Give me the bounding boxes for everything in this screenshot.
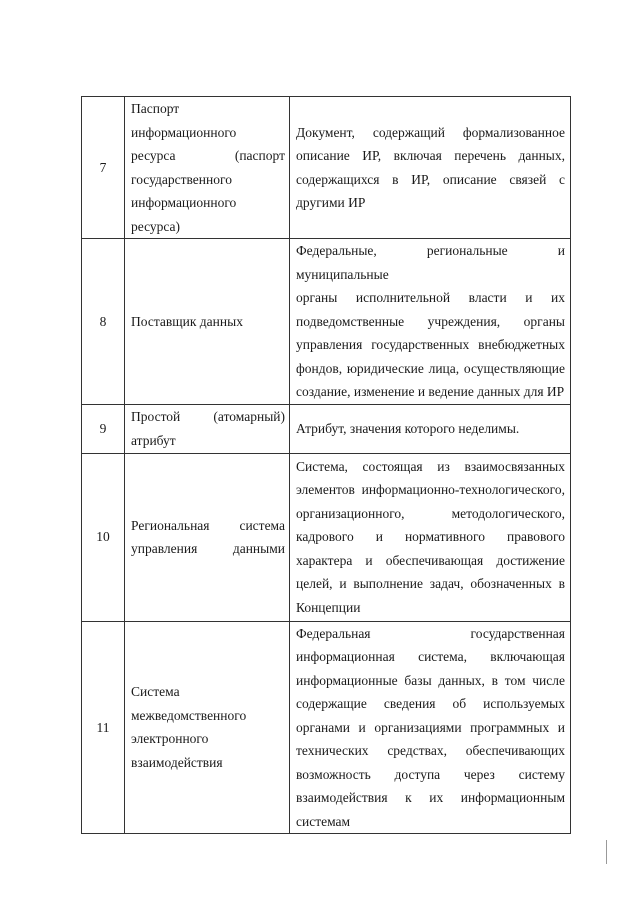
term-line: Система — [131, 684, 180, 700]
definition-line: Документ, содержащий формализованное — [296, 124, 565, 140]
term-cell — [125, 239, 290, 405]
definition-cell — [290, 97, 571, 239]
term-line: управления данными — [131, 541, 285, 556]
definition-cell — [290, 239, 571, 405]
definition-line: фондов, юридические лица, осуществляющие — [296, 360, 565, 376]
definition-cell — [290, 453, 571, 621]
term-line: Региональная система — [131, 517, 285, 533]
definition-line: управления государственных внебюджетных — [296, 337, 565, 352]
definition-line: Атрибут, значения которого неделимы. — [296, 420, 520, 436]
definition-line: организационного, методологического, — [296, 505, 565, 521]
definition-line: элементов информационно-технологического, — [296, 482, 565, 498]
glossary-table-body — [82, 97, 571, 834]
term-line: ресурса) — [131, 218, 181, 234]
definition-line: органы исполнительной власти и их — [296, 290, 565, 305]
table-row — [82, 621, 571, 834]
definition-line: описание ИР, включая перечень данных, — [296, 148, 565, 163]
definition-line: другими ИР — [296, 195, 366, 210]
definition-line: кадрового и нормативного правового — [296, 529, 565, 545]
definition-line: возможность доступа через систему — [296, 766, 565, 782]
definition-line: содержащие сведения об используемых — [296, 696, 565, 711]
term-line: взаимодействия — [131, 754, 223, 770]
row-number: 11 — [82, 621, 125, 834]
definition-cell — [290, 404, 571, 453]
term-line: информационного — [131, 195, 237, 210]
definition-line: Федеральная государственная — [296, 625, 565, 641]
definition-line: системам — [296, 813, 351, 829]
term-line: межведомственного — [131, 707, 247, 723]
definition-line: информационные базы данных, в том числе — [296, 672, 565, 688]
term-line: Простой (атомарный) — [131, 409, 285, 424]
term-line: ресурса (паспорт — [131, 148, 285, 163]
definition-line: органами и организациями программных и — [296, 719, 565, 735]
definition-line: Концепции — [296, 599, 361, 615]
definition-line: взаимодействия к их информационным — [296, 790, 565, 805]
row-number: 9 — [82, 404, 125, 453]
definition-line: создание, изменение и ведение данных для ИР — [296, 384, 565, 399]
term-cell — [125, 453, 290, 621]
table-row — [82, 453, 571, 621]
definition-line: характера и обеспечивающая достижение — [296, 552, 565, 568]
scan-margin-mark — [606, 840, 607, 864]
table-row — [82, 97, 571, 239]
term-line: Поставщик данных — [131, 313, 243, 329]
table-row — [82, 239, 571, 405]
definition-line: подведомственные учреждения, органы — [296, 313, 565, 329]
term-line: электронного — [131, 731, 209, 747]
term-cell — [125, 621, 290, 834]
definition-cell — [290, 621, 571, 834]
row-number: 10 — [82, 453, 125, 621]
definition-line: технических средствах, обеспечивающих — [296, 743, 565, 758]
term-line: государственного — [131, 171, 232, 187]
term-line: информационного — [131, 124, 237, 140]
term-line: Паспорт — [131, 101, 180, 116]
definition-line: Федеральные, региональные и муниципальные — [296, 243, 565, 282]
definition-line: содержащихся в ИР, описание связей с — [296, 171, 565, 187]
term-line: атрибут — [131, 432, 176, 448]
term-cell — [125, 404, 290, 453]
definition-line: целей, и выполнение задач, обозначенных в — [296, 576, 565, 592]
term-cell — [125, 97, 290, 239]
row-number: 8 — [82, 239, 125, 405]
definition-line: информационная система, включающая — [296, 649, 565, 664]
row-number: 7 — [82, 97, 125, 239]
definition-line: Система, состоящая из взаимосвязанных — [296, 458, 565, 474]
glossary-table — [81, 96, 571, 834]
table-row — [82, 404, 571, 453]
